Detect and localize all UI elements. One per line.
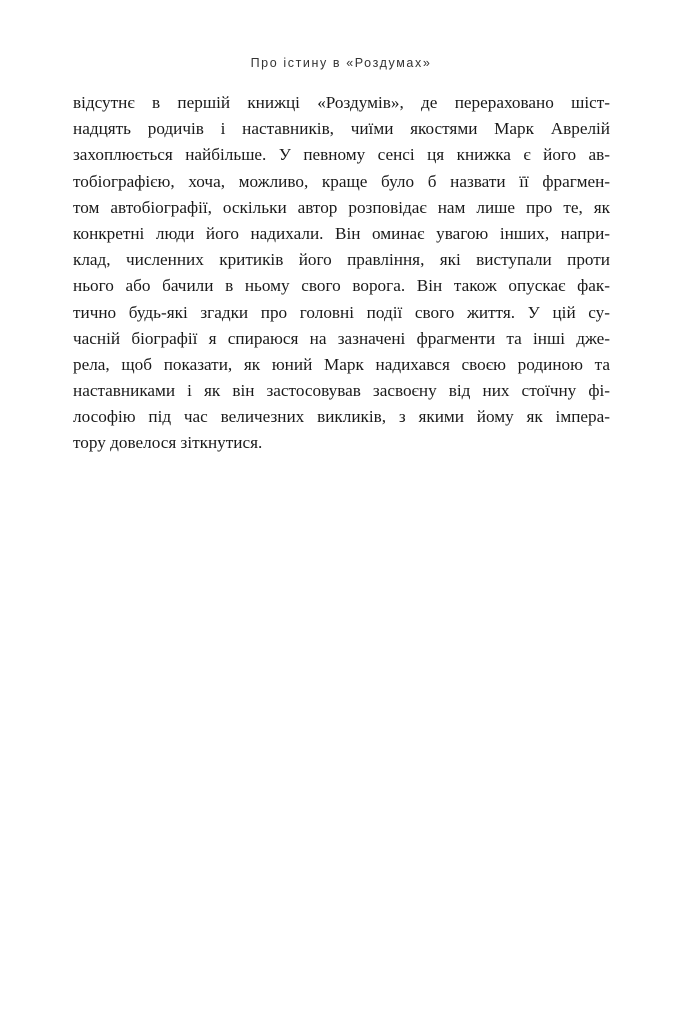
body-paragraph <box>73 90 610 457</box>
text-line: тобіографією, хоча, можливо, краще було б назвати її фрагмен- <box>73 171 610 191</box>
text-line: лософію під час величезних викликів, з якими йому як імпера- <box>73 407 610 427</box>
text-line: надцять родичів і наставників, чиїми якостями Марк Аврелій <box>73 119 610 139</box>
text-line: конкретні люди його надихали. Він оминає увагою інших, напри- <box>73 223 610 243</box>
text-line-last: тору довелося зіткнутися. <box>73 433 263 453</box>
text-line: тично будь-які згадки про головні події свого життя. У цій су- <box>73 302 610 322</box>
running-header: Про істину в «Роздумах» <box>250 56 432 70</box>
text-line: клад, численних критиків його правління, які виступали проти <box>73 250 610 270</box>
text-line: наставниками і як він застосовував засвоєну від них стоїчну фі- <box>73 381 610 401</box>
text-line: рела, щоб показати, як юний Марк надихався своєю родиною та <box>73 354 610 374</box>
text-line: нього або бачили в ньому свого ворога. Він також опускає фак- <box>73 276 610 296</box>
text-line: том автобіографії, оскільки автор розповідає нам лише про те, як <box>73 197 610 217</box>
text-line: часній біографії я спираюся на зазначені фрагменти та інші дже- <box>73 328 610 348</box>
text-line: захоплюється найбільше. У певному сенсі ця книжка є його ав- <box>73 145 610 165</box>
text-line: відсутнє в першій книжці «Роздумів», де перераховано шіст- <box>73 93 610 112</box>
